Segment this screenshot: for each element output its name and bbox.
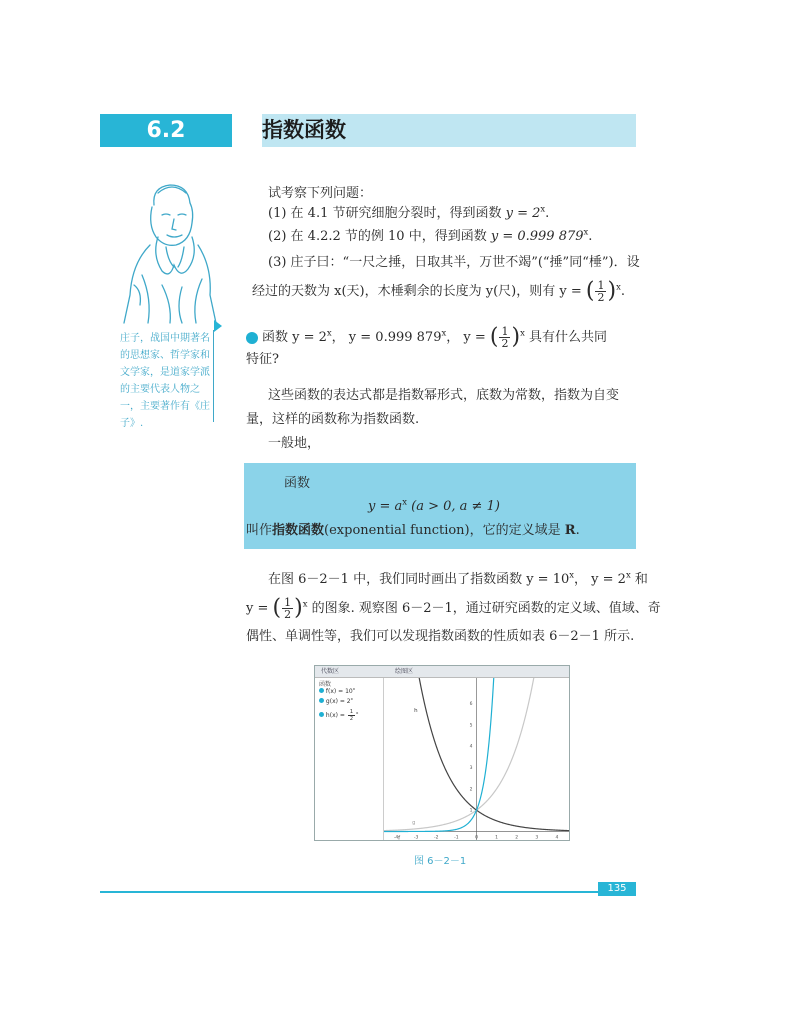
paren-open: ( — [585, 278, 595, 304]
curve-g-label: g — [412, 820, 416, 827]
definition-text-end: . — [575, 523, 580, 538]
para-2-exponent-1: x — [569, 569, 575, 580]
question-text-4: 具有什么共同 — [524, 330, 607, 345]
algebra-item-f[interactable] — [319, 688, 355, 695]
intro-item-2-formula: y = 0.999 879 — [490, 229, 584, 244]
footer-rule — [100, 891, 598, 893]
intro-item-1-end: . — [545, 206, 550, 221]
para-2-text-5: 的图象. 观察图 6－2－1，通过研究函数的定义域、值域、奇 — [307, 601, 661, 616]
intro-item-1-formula: y = 2 — [505, 206, 541, 221]
definition-text-mid: (exponential function)，它的定义域是 — [324, 523, 565, 538]
graphics-view[interactable] — [384, 678, 569, 840]
intro-item-1-text: (1) 在 4.1 节研究细胞分裂时，得到函数 — [268, 206, 506, 221]
definition-term: 指数函数 — [272, 523, 325, 538]
intro-item-2-text: (2) 在 4.2.2 节的例 10 中，得到函数 — [268, 229, 491, 244]
g-definition: g(x) = 2 — [325, 698, 351, 705]
intro-item-3-text: 经过的天数为 x(天)，木棰剩余的长度为 y(尺)，则有 y = — [252, 284, 586, 299]
curve-h-label: h — [414, 708, 418, 715]
x-tick-label: -1 — [454, 835, 459, 840]
para-2-line-2 — [246, 597, 661, 620]
section-title: 指数函数 — [262, 118, 346, 142]
f-exponent: x — [352, 686, 356, 691]
x-tick-label: 2 — [515, 835, 519, 840]
definition-formula — [368, 497, 500, 517]
fraction-half — [499, 326, 510, 349]
definition-formula-base: y = a — [368, 499, 403, 514]
intro-item-3-line-1: (3) 庄子曰：“一尺之捶，日取其半，万世不竭”(“捶”同“棰”)．设 — [268, 255, 640, 270]
question-bullet-icon — [246, 332, 258, 344]
margin-note-zhuangzi: 庄子，战国中期著名的思想家、哲学家和文学家，是道家学派的主要代表人物之一，主要著作有《庄子》. — [120, 333, 210, 429]
x-tick-label: 3 — [535, 835, 539, 840]
x-tick-label: -2 — [434, 835, 439, 840]
h-fraction-numerator: 1 — [349, 709, 353, 715]
h-exponent: x — [356, 710, 359, 715]
paren-open: ( — [489, 324, 499, 350]
question-exponent-2: x — [441, 327, 447, 338]
h-fraction — [348, 709, 355, 722]
intro-lead: 试考察下列问题： — [268, 186, 373, 201]
intro-item-2-exponent: x — [583, 226, 589, 237]
question-text-3: ， y = — [446, 330, 490, 345]
y-tick-label: 2 — [469, 787, 473, 793]
intro-item-2 — [268, 227, 592, 247]
fraction-half — [282, 597, 293, 620]
para-2-line-1 — [268, 570, 648, 590]
visibility-dot-icon[interactable] — [319, 688, 324, 693]
algebra-panel-title: 代数区 — [321, 668, 340, 675]
intro-item-1 — [268, 204, 549, 224]
definition-domain: R — [564, 523, 576, 538]
x-tick-label: -3 — [413, 835, 419, 840]
algebra-item-g[interactable] — [319, 698, 353, 705]
curve-f-label: f — [398, 835, 401, 840]
fraction-denominator: 2 — [284, 608, 292, 621]
fraction-numerator: 1 — [597, 279, 605, 292]
x-tick-label: 1 — [495, 835, 499, 840]
question-line-1 — [246, 326, 607, 349]
visibility-dot-icon[interactable] — [319, 712, 324, 717]
question-exponent-3: x — [520, 327, 525, 338]
definition-text-prefix: 叫作 — [246, 523, 273, 538]
x-tick-label: 0 — [475, 835, 478, 840]
para-2-text-2: ， y = 2 — [574, 572, 626, 587]
definition-formula-exponent: x — [402, 496, 408, 507]
zhuangzi-portrait-illustration — [112, 175, 222, 325]
paren-open: ( — [272, 595, 282, 621]
intro-item-3-exponent: x — [616, 281, 621, 292]
fraction-numerator: 1 — [284, 596, 292, 609]
fraction-half — [595, 280, 606, 303]
x-tick-label: -4 — [393, 835, 399, 840]
para-2-exponent-3: x — [302, 598, 308, 609]
graphics-panel-title: 绘图区 — [395, 668, 414, 675]
definition-condition: (a > 0, a ≠ 1) — [407, 499, 500, 514]
fraction-numerator: 1 — [501, 325, 509, 338]
fraction-denominator: 2 — [501, 337, 509, 350]
intro-item-2-end: . — [588, 229, 593, 244]
definition-label: 函数 — [284, 476, 311, 491]
question-exponent-1: x — [326, 327, 332, 338]
question-text-1: 函数 y = 2 — [262, 330, 327, 345]
intro-item-3-line-2 — [252, 280, 625, 303]
y-tick-label: 6 — [469, 702, 473, 708]
figure-titlebar — [315, 666, 569, 678]
intro-item-1-exponent: x — [540, 203, 546, 214]
definition-text — [246, 521, 580, 541]
intro-item-3-end: . — [620, 284, 625, 299]
para-2-line-3: 偶性、单调性等，我们可以发现指数函数的性质如表 6－2－1 所示. — [246, 629, 635, 644]
question-text-2: ， y = 0.999 879 — [331, 330, 442, 345]
y-tick-label: 3 — [469, 766, 473, 772]
y-tick-label: 1 — [469, 808, 473, 814]
f-definition: f(x) = 10 — [325, 688, 353, 695]
para-1-line-3: 一般地， — [268, 436, 321, 451]
para-1-line-2: 量，这样的函数称为指数函数. — [246, 412, 420, 427]
fraction-denominator: 2 — [597, 291, 605, 304]
page-number: 135 — [598, 882, 636, 896]
para-2-text-4: y = — [246, 601, 273, 616]
h-fraction-denominator: 2 — [349, 716, 353, 722]
margin-pointer-icon — [214, 320, 222, 332]
h-definition: h(x) = — [325, 712, 347, 719]
paren-close: ) — [511, 324, 521, 350]
paren-close: ) — [294, 595, 303, 621]
para-1-line-1: 这些函数的表达式都是指数幂形式，底数为常数，指数为自变 — [268, 388, 620, 403]
figure-caption: 图 6－2－1 — [414, 856, 467, 867]
y-tick-label: 4 — [469, 744, 473, 750]
x-tick-label: 4 — [555, 835, 559, 840]
margin-note-rule — [213, 330, 214, 422]
visibility-dot-icon[interactable] — [319, 698, 324, 703]
question-line-2: 特征? — [246, 352, 279, 367]
para-2-text-3: 和 — [630, 572, 648, 587]
y-tick-label: 5 — [469, 723, 473, 729]
figure-6-2-1 — [314, 665, 570, 841]
paren-close: ) — [607, 278, 617, 304]
section-number: 6.2 — [100, 114, 232, 147]
header-gap — [232, 114, 262, 147]
para-2-exponent-2: x — [625, 569, 631, 580]
g-exponent: x — [350, 696, 353, 701]
algebra-item-h[interactable] — [319, 709, 358, 722]
para-2-text-1: 在图 6－2－1 中，我们同时画出了指数函数 y = 10 — [268, 572, 570, 587]
algebra-list-header: 函数 — [319, 681, 332, 688]
